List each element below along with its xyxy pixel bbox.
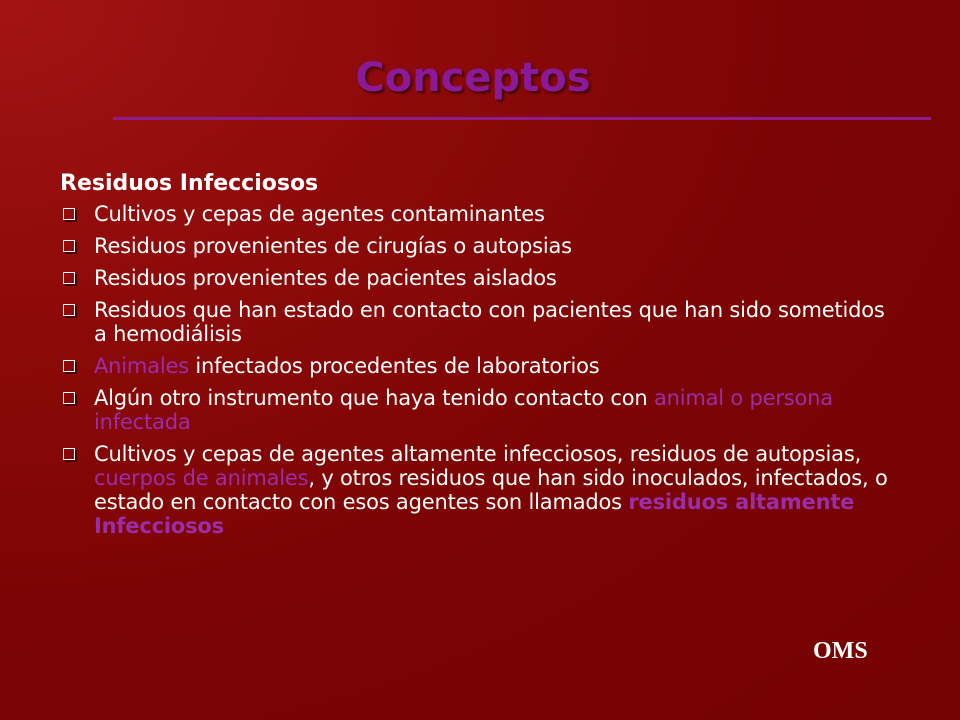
bullet-text: , y otros residuos que han sido inoculados, infectados, o estado en contacto con esos agentes son llamados — [94, 466, 888, 514]
bullet-item — [60, 298, 890, 346]
bullet-item — [60, 354, 890, 378]
title-divider — [113, 117, 931, 120]
bullet-text: Residuos provenientes de pacientes aislados — [94, 266, 557, 290]
square-bullet-icon — [63, 240, 75, 252]
bullet-text: Cultivos y cepas de agentes altamente infecciosos, residuos de autopsias, — [94, 442, 862, 466]
bullet-item — [60, 234, 890, 258]
bullet-item — [60, 266, 890, 290]
bullet-text: Residuos provenientes de cirugías o autopsias — [94, 234, 572, 258]
bullet-item — [60, 386, 890, 434]
highlight-text-bold: residuos altamente Infecciosos — [94, 490, 855, 538]
square-bullet-icon — [63, 360, 75, 372]
bullet-text: Cultivos y cepas de agentes contaminantes — [94, 202, 545, 226]
highlight-text: Animales — [94, 354, 189, 378]
slide-title: Conceptos — [355, 55, 591, 101]
bullet-text: infectados procedentes de laboratorios — [188, 354, 600, 378]
source-label: OMS — [813, 638, 868, 664]
square-bullet-icon — [63, 448, 75, 460]
square-bullet-icon — [63, 208, 75, 220]
bullet-text: Residuos que han estado en contacto con pacientes que han sido sometidos a hemodiálisis — [94, 298, 885, 346]
square-bullet-icon — [63, 304, 75, 316]
slide-body — [60, 170, 890, 546]
bullet-item — [60, 202, 890, 226]
bullet-list — [60, 202, 890, 538]
bullet-item — [60, 442, 890, 538]
bullet-text: Algún otro instrumento que haya tenido contacto con — [94, 386, 654, 410]
highlight-text: animal o persona infectada — [94, 386, 833, 434]
section-heading: Residuos Infecciosos — [60, 171, 319, 196]
square-bullet-icon — [63, 392, 75, 404]
square-bullet-icon — [63, 272, 75, 284]
highlight-text: cuerpos de animales — [94, 466, 309, 490]
